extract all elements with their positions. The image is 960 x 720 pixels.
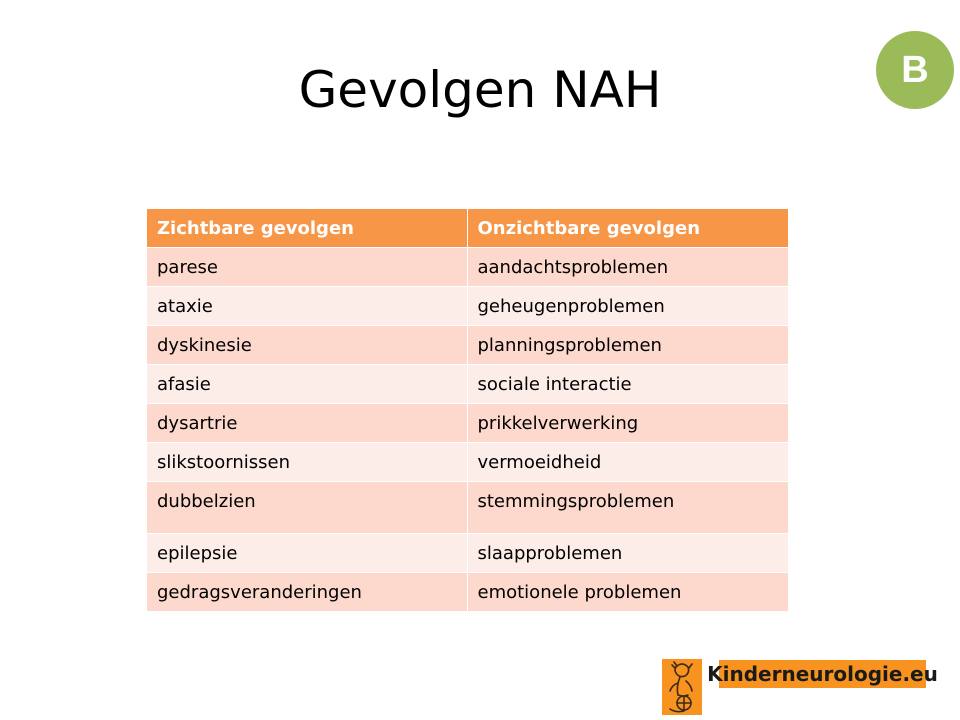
table-row [147,533,788,572]
child-figure-icon [662,659,702,715]
visible-effect-cell: dysartrie [147,403,467,442]
visible-effect-cell: gedragsveranderingen [147,572,467,611]
table-row [147,286,788,325]
table-row [147,442,788,481]
logo-banner [707,660,938,688]
section-badge [876,31,954,109]
visible-effect-cell: afasie [147,364,467,403]
invisible-effect-cell: geheugenproblemen [467,286,788,325]
badge-label: B [901,48,929,91]
invisible-effect-cell: stemmingsproblemen [467,481,788,533]
table-header-row [147,209,788,247]
invisible-effect-cell: emotionele problemen [467,572,788,611]
visible-effect-cell: slikstoornissen [147,442,467,481]
table-row [147,247,788,286]
table-row [147,325,788,364]
slide-title: Gevolgen NAH [298,61,662,119]
invisible-effect-cell: prikkelverwerking [467,403,788,442]
invisible-effect-cell: vermoeidheid [467,442,788,481]
visible-effect-cell: ataxie [147,286,467,325]
table-row [147,481,788,533]
logo-text: Kinderneurologie.eu [707,662,938,686]
header-visible-effects: Zichtbare gevolgen [147,209,467,247]
visible-effect-cell: epilepsie [147,533,467,572]
visible-effect-cell: parese [147,247,467,286]
table-row [147,572,788,611]
invisible-effect-cell: slaapproblemen [467,533,788,572]
logo-mark [662,659,702,715]
table-row [147,403,788,442]
invisible-effect-cell: aandachtsproblemen [467,247,788,286]
visible-effect-cell: dyskinesie [147,325,467,364]
header-invisible-effects: Onzichtbare gevolgen [467,209,788,247]
visible-effect-cell: dubbelzien [147,481,467,533]
table-row [147,364,788,403]
effects-table [147,209,789,611]
invisible-effect-cell: planningsproblemen [467,325,788,364]
invisible-effect-cell: sociale interactie [467,364,788,403]
